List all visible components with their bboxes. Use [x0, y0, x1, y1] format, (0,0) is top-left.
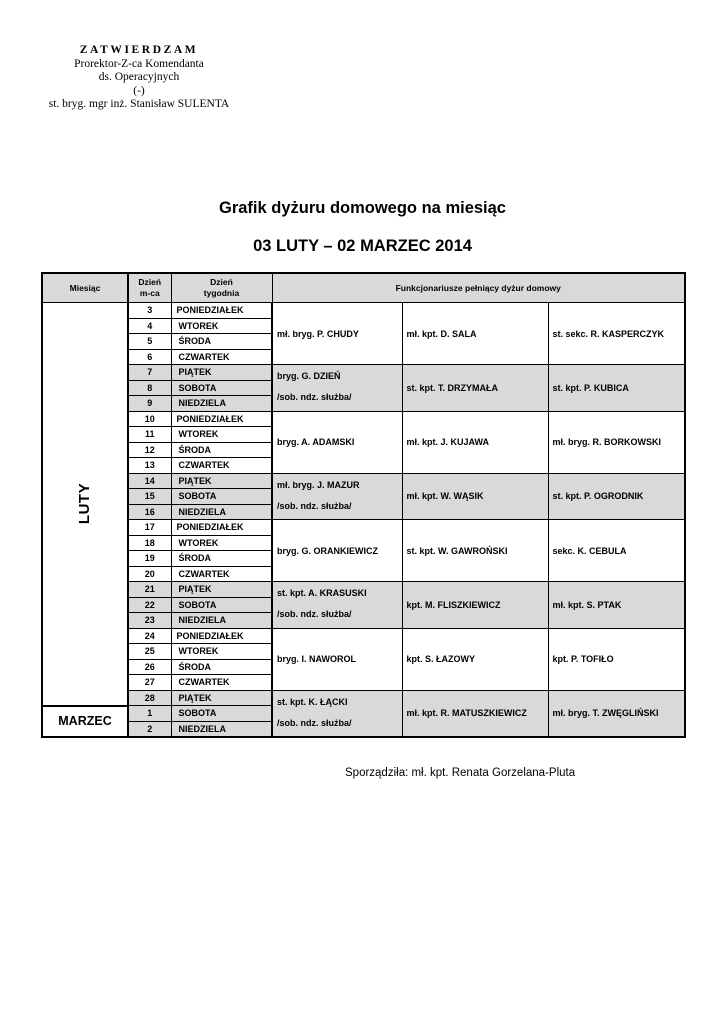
month-cell-marzec [42, 706, 128, 737]
officer-cell-2: kpt. S. ŁAZOWY [402, 628, 548, 690]
officer-cell-1 [272, 365, 402, 412]
day-number: 16 [128, 504, 171, 520]
day-number: 24 [128, 628, 171, 644]
day-number: 14 [128, 473, 171, 489]
day-number: 26 [128, 659, 171, 675]
day-number: 27 [128, 675, 171, 691]
weekend-service-note: /sob. ndz. służba/ [277, 609, 352, 619]
day-number: 21 [128, 582, 171, 598]
day-number: 22 [128, 597, 171, 613]
officer-name: st. kpt. K. ŁĄCKI [277, 696, 348, 707]
duty-schedule-table [41, 272, 686, 738]
officer-cell-3: sekc. K. CEBULA [548, 520, 685, 582]
day-number: 28 [128, 690, 171, 706]
officer-cell-1: bryg. G. ORANKIEWICZ [272, 520, 402, 582]
day-name: ŚRODA [171, 551, 272, 567]
day-name: PIĄTEK [171, 690, 272, 706]
month-label-marzec: MARZEC [58, 714, 112, 728]
day-number: 8 [128, 380, 171, 396]
day-name: SOBOTA [171, 597, 272, 613]
day-number: 7 [128, 365, 171, 381]
day-name: PONIEDZIAŁEK [171, 303, 272, 319]
day-number: 19 [128, 551, 171, 567]
officer-cell-2: st. kpt. W. GAWROŃSKI [402, 520, 548, 582]
table-row [42, 582, 685, 598]
day-name: WTOREK [171, 427, 272, 443]
day-name: ŚRODA [171, 334, 272, 350]
day-name: WTOREK [171, 318, 272, 334]
approval-line-1: Prorektor-Z-ca Komendanta [74, 57, 204, 70]
table-row [42, 520, 685, 536]
officer-cell-1 [272, 690, 402, 737]
table-row [42, 365, 685, 381]
officer-cell-2: mł. kpt. D. SALA [402, 303, 548, 365]
day-name: PONIEDZIAŁEK [171, 628, 272, 644]
officer-cell-1: bryg. A. ADAMSKI [272, 411, 402, 473]
table-row [42, 473, 685, 489]
approval-heading: ZATWIERDZAM [79, 44, 199, 56]
day-number: 11 [128, 427, 171, 443]
table-row [42, 690, 685, 706]
day-name: ŚRODA [171, 659, 272, 675]
day-name: SOBOTA [171, 489, 272, 505]
officer-cell-1: mł. bryg. P. CHUDY [272, 303, 402, 365]
table-header-row [42, 273, 685, 303]
prepared-by: Sporządziła: mł. kpt. Renata Gorzelana-Pluta [345, 767, 576, 779]
officer-cell-2: mł. kpt. R. MATUSZKIEWICZ [402, 690, 548, 737]
officer-cell-2: st. kpt. T. DRZYMAŁA [402, 365, 548, 412]
officer-cell-3: st. kpt. P. OGRODNIK [548, 473, 685, 520]
day-number: 4 [128, 318, 171, 334]
document-subtitle: 03 LUTY – 02 MARZEC 2014 [253, 237, 472, 255]
day-number: 9 [128, 396, 171, 412]
weekend-service-note: /sob. ndz. służba/ [277, 717, 352, 728]
day-name: NIEDZIELA [171, 721, 272, 737]
day-number: 12 [128, 442, 171, 458]
day-number: 10 [128, 411, 171, 427]
day-name: WTOREK [171, 535, 272, 551]
officer-cell-2: mł. kpt. J. KUJAWA [402, 411, 548, 473]
day-number: 6 [128, 349, 171, 365]
month-cell-luty [42, 303, 128, 706]
day-number: 23 [128, 613, 171, 629]
officer-cell-3: kpt. P. TOFIŁO [548, 628, 685, 690]
day-name: CZWARTEK [171, 349, 272, 365]
day-name: WTOREK [171, 644, 272, 660]
document-title: Grafik dyżuru domowego na miesiąc [219, 199, 506, 217]
day-number: 18 [128, 535, 171, 551]
day-name: CZWARTEK [171, 675, 272, 691]
day-number: 5 [128, 334, 171, 350]
day-name: PIĄTEK [171, 365, 272, 381]
officer-cell-3: st. sekc. R. KASPERCZYK [548, 303, 685, 365]
header-officers: Funkcjonariusze pełniący dyżur domowy [272, 273, 685, 303]
officer-cell-3: st. kpt. P. KUBICA [548, 365, 685, 412]
officer-cell-1 [272, 582, 402, 629]
officer-name: bryg. G. DZIEŃ [277, 371, 341, 381]
table-row [42, 628, 685, 644]
officer-cell-3: mł. bryg. R. BORKOWSKI [548, 411, 685, 473]
day-name: CZWARTEK [171, 566, 272, 582]
officer-name: st. kpt. A. KRASUSKI [277, 588, 367, 598]
officer-cell-1: bryg. I. NAWOROL [272, 628, 402, 690]
approval-block [36, 44, 242, 112]
day-number: 25 [128, 644, 171, 660]
officer-cell-3: mł. kpt. S. PTAK [548, 582, 685, 629]
weekend-service-note: /sob. ndz. służba/ [277, 392, 352, 402]
day-name: NIEDZIELA [171, 504, 272, 520]
day-number: 20 [128, 566, 171, 582]
approval-signatory: st. bryg. mgr inż. Stanisław SULENTA [48, 98, 230, 110]
day-number: 1 [128, 706, 171, 722]
table-body [42, 303, 685, 737]
day-number: 13 [128, 458, 171, 474]
officer-cell-1 [272, 473, 402, 520]
approval-line-3: (-) [133, 84, 145, 97]
officer-name: mł. bryg. J. MAZUR [277, 479, 360, 490]
day-name: ŚRODA [171, 442, 272, 458]
month-label-luty: LUTY [76, 483, 94, 525]
day-name: PONIEDZIAŁEK [171, 411, 272, 427]
approval-line-2: ds. Operacyjnych [98, 71, 180, 83]
day-name: NIEDZIELA [171, 396, 272, 412]
officer-cell-2: mł. kpt. W. WĄSIK [402, 473, 548, 520]
day-name: SOBOTA [171, 380, 272, 396]
header-month: Miesiąc [42, 273, 128, 303]
day-name: SOBOTA [171, 706, 272, 722]
day-name: CZWARTEK [171, 458, 272, 474]
day-number: 17 [128, 520, 171, 536]
day-number: 15 [128, 489, 171, 505]
table-row [42, 411, 685, 427]
table-row [42, 303, 685, 319]
day-name: PIĄTEK [171, 473, 272, 489]
day-name: NIEDZIELA [171, 613, 272, 629]
officer-cell-3: mł. bryg. T. ZWĘGLIŃSKI [548, 690, 685, 737]
header-day-number: Dzień m-ca [128, 273, 171, 303]
day-name: PIĄTEK [171, 582, 272, 598]
officer-cell-2: kpt. M. FLISZKIEWICZ [402, 582, 548, 629]
day-name: PONIEDZIAŁEK [171, 520, 272, 536]
header-weekday: Dzień tygodnia [171, 273, 272, 303]
day-number: 2 [128, 721, 171, 737]
weekend-service-note: /sob. ndz. służba/ [277, 500, 352, 511]
day-number: 3 [128, 303, 171, 319]
